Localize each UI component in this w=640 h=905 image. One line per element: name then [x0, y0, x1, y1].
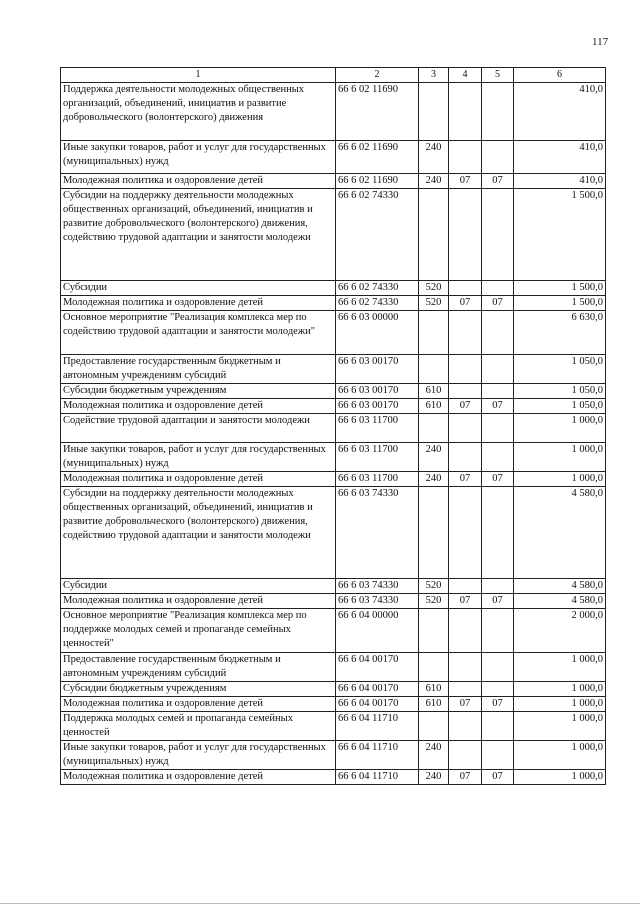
table-row — [61, 189, 606, 281]
row-name-cell: Молодежная политика и оздоровление детей — [61, 472, 336, 487]
table-row — [61, 770, 606, 785]
row-pr-cell: 07 — [482, 296, 514, 311]
row-rz-cell: 07 — [449, 770, 482, 785]
row-code-cell: 66 6 04 11710 — [336, 741, 419, 770]
row-name-cell: Молодежная политика и оздоровление детей — [61, 399, 336, 414]
row-ved-cell — [419, 311, 449, 355]
table-row — [61, 83, 606, 141]
row-rz-cell — [449, 609, 482, 653]
row-rz-cell: 07 — [449, 697, 482, 712]
row-rz-cell — [449, 83, 482, 141]
row-name-cell: Основное мероприятие "Реализация комплекса мер по поддержке молодых семей и пропаганде семейных ценностей" — [61, 609, 336, 653]
row-name-cell: Субсидии — [61, 281, 336, 296]
table-row — [61, 712, 606, 741]
table-row — [61, 594, 606, 609]
row-name-cell: Поддержка деятельности молодежных общественных организаций, объединений, инициатив и развитие добровольческого (волонтерского) движения — [61, 83, 336, 141]
row-ved-cell — [419, 189, 449, 281]
row-ved-cell — [419, 355, 449, 384]
row-ved-cell: 240 — [419, 141, 449, 174]
row-sum-cell: 1 000,0 — [514, 443, 606, 472]
row-rz-cell: 07 — [449, 174, 482, 189]
row-code-cell: 66 6 04 00170 — [336, 653, 419, 682]
table-row — [61, 281, 606, 296]
row-code-cell: 66 6 04 00170 — [336, 697, 419, 712]
row-pr-cell: 07 — [482, 174, 514, 189]
column-number-2: 2 — [336, 68, 419, 83]
row-rz-cell — [449, 443, 482, 472]
row-ved-cell — [419, 414, 449, 443]
row-sum-cell: 4 580,0 — [514, 594, 606, 609]
table-row — [61, 296, 606, 311]
row-pr-cell — [482, 712, 514, 741]
row-ved-cell: 240 — [419, 741, 449, 770]
row-code-cell: 66 6 03 11700 — [336, 443, 419, 472]
row-code-cell: 66 6 04 00170 — [336, 682, 419, 697]
row-rz-cell — [449, 355, 482, 384]
row-name-cell: Молодежная политика и оздоровление детей — [61, 174, 336, 189]
row-sum-cell: 4 580,0 — [514, 487, 606, 579]
row-rz-cell — [449, 281, 482, 296]
row-name-cell: Молодежная политика и оздоровление детей — [61, 594, 336, 609]
row-rz-cell — [449, 712, 482, 741]
row-pr-cell — [482, 384, 514, 399]
row-ved-cell: 240 — [419, 472, 449, 487]
row-pr-cell — [482, 653, 514, 682]
row-code-cell: 66 6 03 00170 — [336, 399, 419, 414]
table-row — [61, 141, 606, 174]
table-row — [61, 682, 606, 697]
row-sum-cell: 410,0 — [514, 141, 606, 174]
row-ved-cell: 610 — [419, 682, 449, 697]
row-code-cell: 66 6 04 11710 — [336, 712, 419, 741]
row-rz-cell — [449, 741, 482, 770]
row-ved-cell — [419, 653, 449, 682]
row-pr-cell: 07 — [482, 472, 514, 487]
row-ved-cell: 520 — [419, 281, 449, 296]
row-name-cell: Поддержка молодых семей и пропаганда семейных ценностей — [61, 712, 336, 741]
row-name-cell: Предоставление государственным бюджетным и автономным учреждениям субсидий — [61, 355, 336, 384]
row-rz-cell: 07 — [449, 594, 482, 609]
row-sum-cell: 410,0 — [514, 83, 606, 141]
row-pr-cell — [482, 83, 514, 141]
row-code-cell: 66 6 03 00000 — [336, 311, 419, 355]
column-number-5: 5 — [482, 68, 514, 83]
row-rz-cell — [449, 653, 482, 682]
row-code-cell: 66 6 03 00170 — [336, 355, 419, 384]
row-name-cell: Субсидии на поддержку деятельности молодежных общественных организаций, объединений, инициатив и развитие добровольческого (волонтерского) движения, содействию трудовой адаптации и занятости молодежи — [61, 189, 336, 281]
row-code-cell: 66 6 02 11690 — [336, 174, 419, 189]
row-sum-cell: 1 000,0 — [514, 712, 606, 741]
row-rz-cell — [449, 579, 482, 594]
row-name-cell: Молодежная политика и оздоровление детей — [61, 770, 336, 785]
page-bottom-edge — [0, 903, 640, 904]
row-pr-cell — [482, 609, 514, 653]
row-rz-cell — [449, 487, 482, 579]
table-row — [61, 311, 606, 355]
row-pr-cell — [482, 443, 514, 472]
table-row — [61, 653, 606, 682]
table-row — [61, 472, 606, 487]
row-pr-cell — [482, 579, 514, 594]
table-row — [61, 487, 606, 579]
row-sum-cell: 4 580,0 — [514, 579, 606, 594]
table-header-row — [61, 68, 606, 83]
row-pr-cell — [482, 281, 514, 296]
row-rz-cell — [449, 682, 482, 697]
row-code-cell: 66 6 02 74330 — [336, 296, 419, 311]
row-sum-cell: 410,0 — [514, 174, 606, 189]
row-rz-cell — [449, 384, 482, 399]
table-row — [61, 355, 606, 384]
row-pr-cell: 07 — [482, 399, 514, 414]
row-pr-cell — [482, 414, 514, 443]
row-pr-cell: 07 — [482, 770, 514, 785]
row-name-cell: Субсидии бюджетным учреждениям — [61, 384, 336, 399]
row-ved-cell: 610 — [419, 399, 449, 414]
row-code-cell: 66 6 04 00000 — [336, 609, 419, 653]
row-ved-cell — [419, 83, 449, 141]
row-rz-cell — [449, 141, 482, 174]
row-name-cell: Содействие трудовой адаптации и занятости молодежи — [61, 414, 336, 443]
row-name-cell: Субсидии бюджетным учреждениям — [61, 682, 336, 697]
row-rz-cell — [449, 189, 482, 281]
row-code-cell: 66 6 02 11690 — [336, 141, 419, 174]
row-code-cell: 66 6 04 11710 — [336, 770, 419, 785]
row-ved-cell: 240 — [419, 174, 449, 189]
row-sum-cell: 1 000,0 — [514, 682, 606, 697]
row-rz-cell — [449, 414, 482, 443]
row-rz-cell: 07 — [449, 472, 482, 487]
table-row — [61, 609, 606, 653]
row-sum-cell: 1 000,0 — [514, 472, 606, 487]
table-row — [61, 399, 606, 414]
row-sum-cell: 1 050,0 — [514, 384, 606, 399]
row-name-cell: Иные закупки товаров, работ и услуг для государственных (муниципальных) нужд — [61, 443, 336, 472]
row-ved-cell: 610 — [419, 384, 449, 399]
row-ved-cell: 520 — [419, 296, 449, 311]
table-row — [61, 579, 606, 594]
row-name-cell: Иные закупки товаров, работ и услуг для государственных (муниципальных) нужд — [61, 741, 336, 770]
table-row — [61, 414, 606, 443]
row-name-cell: Субсидии на поддержку деятельности молодежных общественных организаций, объединений, инициатив и развитие добровольческого (волонтерского) движения, содействию трудовой адаптации и занятости молодежи — [61, 487, 336, 579]
row-ved-cell — [419, 609, 449, 653]
row-rz-cell: 07 — [449, 399, 482, 414]
column-number-3: 3 — [419, 68, 449, 83]
row-ved-cell: 520 — [419, 579, 449, 594]
column-number-1: 1 — [61, 68, 336, 83]
row-sum-cell: 1 000,0 — [514, 770, 606, 785]
row-code-cell: 66 6 03 11700 — [336, 472, 419, 487]
row-pr-cell — [482, 189, 514, 281]
row-pr-cell — [482, 141, 514, 174]
row-ved-cell: 610 — [419, 697, 449, 712]
row-name-cell: Молодежная политика и оздоровление детей — [61, 296, 336, 311]
row-sum-cell: 1 500,0 — [514, 189, 606, 281]
row-code-cell: 66 6 03 74330 — [336, 579, 419, 594]
table-row — [61, 384, 606, 399]
row-ved-cell: 520 — [419, 594, 449, 609]
row-code-cell: 66 6 02 74330 — [336, 281, 419, 296]
row-ved-cell: 240 — [419, 443, 449, 472]
row-sum-cell: 1 050,0 — [514, 355, 606, 384]
row-name-cell: Основное мероприятие "Реализация комплекса мер по содействию трудовой адаптации и занятости молодежи" — [61, 311, 336, 355]
row-pr-cell — [482, 682, 514, 697]
table-row — [61, 174, 606, 189]
row-sum-cell: 1 050,0 — [514, 399, 606, 414]
row-sum-cell: 6 630,0 — [514, 311, 606, 355]
row-sum-cell: 1 000,0 — [514, 741, 606, 770]
budget-table — [60, 67, 606, 785]
row-code-cell: 66 6 03 74330 — [336, 594, 419, 609]
row-name-cell: Иные закупки товаров, работ и услуг для государственных (муниципальных) нужд — [61, 141, 336, 174]
row-pr-cell — [482, 311, 514, 355]
row-pr-cell — [482, 487, 514, 579]
row-code-cell: 66 6 03 11700 — [336, 414, 419, 443]
row-name-cell: Предоставление государственным бюджетным и автономным учреждениям субсидий — [61, 653, 336, 682]
row-ved-cell: 240 — [419, 770, 449, 785]
row-sum-cell: 1 000,0 — [514, 653, 606, 682]
row-pr-cell — [482, 741, 514, 770]
column-number-6: 6 — [514, 68, 606, 83]
row-ved-cell — [419, 487, 449, 579]
row-rz-cell — [449, 311, 482, 355]
row-sum-cell: 1 000,0 — [514, 697, 606, 712]
row-name-cell: Субсидии — [61, 579, 336, 594]
row-ved-cell — [419, 712, 449, 741]
table-row — [61, 443, 606, 472]
row-code-cell: 66 6 03 74330 — [336, 487, 419, 579]
column-number-4: 4 — [449, 68, 482, 83]
row-sum-cell: 1 500,0 — [514, 281, 606, 296]
page-number: 117 — [592, 36, 609, 48]
row-sum-cell: 1 500,0 — [514, 296, 606, 311]
table-row — [61, 697, 606, 712]
row-code-cell: 66 6 03 00170 — [336, 384, 419, 399]
row-code-cell: 66 6 02 11690 — [336, 83, 419, 141]
row-sum-cell: 1 000,0 — [514, 414, 606, 443]
row-rz-cell: 07 — [449, 296, 482, 311]
row-name-cell: Молодежная политика и оздоровление детей — [61, 697, 336, 712]
row-code-cell: 66 6 02 74330 — [336, 189, 419, 281]
row-pr-cell: 07 — [482, 697, 514, 712]
row-pr-cell — [482, 355, 514, 384]
row-pr-cell: 07 — [482, 594, 514, 609]
row-sum-cell: 2 000,0 — [514, 609, 606, 653]
table-row — [61, 741, 606, 770]
